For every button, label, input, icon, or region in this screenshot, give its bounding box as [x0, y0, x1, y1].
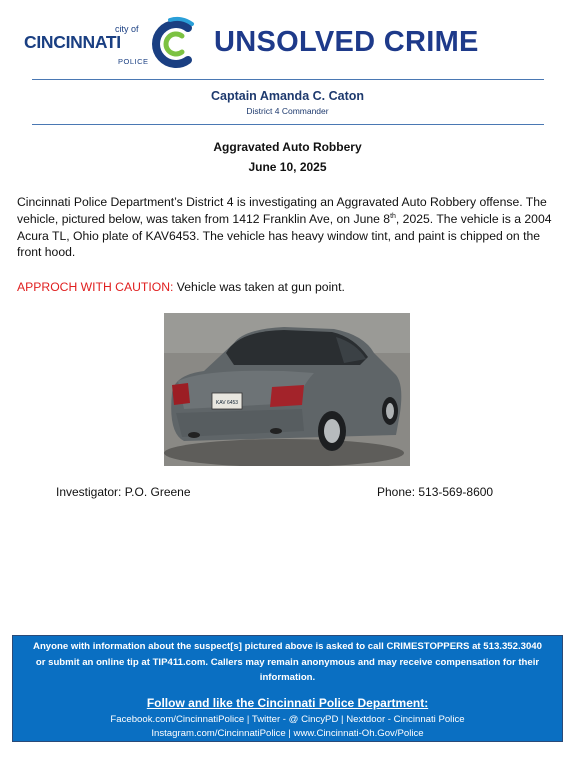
crimestoppers-box	[12, 635, 563, 742]
crimestoppers-message: Anyone with information about the suspect[s] pictured above is asked to call CRIMESTOPPERS at 513.352.3040 or submit an online tip at TIP411.com. Callers may remain anonymous and may receive compensation for their information.	[33, 641, 542, 684]
logo-wordmark: CINCINNATI	[24, 32, 121, 52]
logo-city-text: city of	[115, 24, 139, 34]
city-logo-icon	[148, 16, 200, 72]
vehicle-photo	[164, 313, 410, 466]
social-links-line1: Facebook.com/CincinnatiPolice | Twitter - @ CincyPD | Nextdoor - Cincinnati Police	[110, 714, 465, 725]
svg-text:KAV 6453: KAV 6453	[215, 400, 239, 406]
caution-label: APPROCH WITH CAUTION:	[17, 280, 174, 294]
commander-divider	[32, 124, 544, 125]
case-description-part1: Cincinnati Police Department’s District 4 is investigating an Aggravated Auto Robbery offense. The vehicle, pictured below, was taken from 1412 Franklin Ave, on June 8	[17, 195, 547, 226]
case-description	[17, 194, 562, 261]
commander-role: District 4 Commander	[246, 106, 329, 116]
offense-date: June 10, 2025	[248, 160, 327, 174]
date-ordinal-suffix: th	[390, 212, 396, 220]
caution-line	[17, 280, 562, 294]
phone-info: Phone: 513-569-8600	[377, 485, 494, 499]
social-links-line2: Instagram.com/CincinnatiPolice | www.Cincinnati-Oh.Gov/Police	[151, 728, 424, 740]
social-links	[13, 713, 562, 741]
investigator-info: Investigator: P.O. Greene	[56, 485, 191, 499]
follow-heading: Follow and like the Cincinnati Police Department:	[146, 696, 429, 710]
logo-police-text: POLICE	[118, 57, 149, 66]
caution-text: Vehicle was taken at gun point.	[173, 280, 345, 294]
commander-name: Captain Amanda C. Caton	[210, 89, 365, 103]
offense-heading: Aggravated Auto Robbery	[213, 140, 362, 154]
header-divider	[32, 79, 544, 80]
case-description-part2: , 2025. The vehicle is a 2004 Acura TL, Ohio plate of KAV6453. The vehicle has heavy window tint, and paint is chipped on the front hood.	[17, 211, 552, 260]
page-title: UNSOLVED CRIME	[214, 26, 479, 58]
